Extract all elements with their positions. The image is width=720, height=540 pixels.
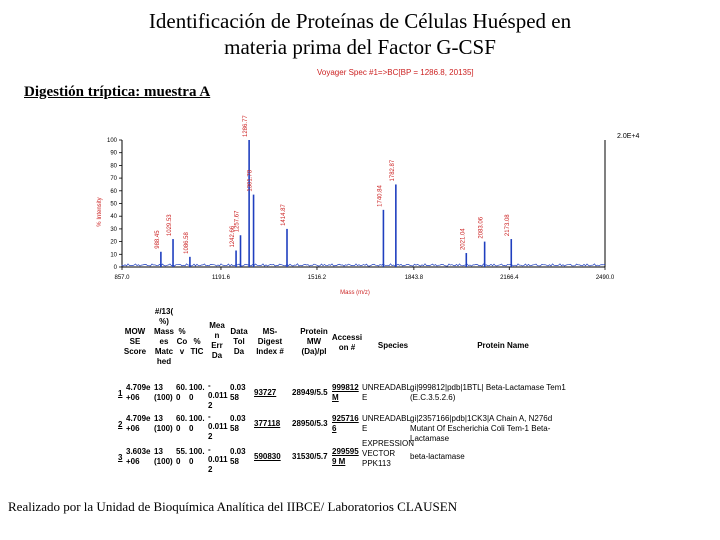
x-axis-label: Mass (m/z) bbox=[340, 290, 370, 296]
slide-title bbox=[0, 8, 720, 60]
header-mowse-score: MOW SE Score bbox=[123, 327, 147, 356]
row-1-protein-mw: 28949/5.5 bbox=[292, 388, 328, 397]
row-1-rank: 1 bbox=[118, 389, 123, 398]
header-pct-tic: % TIC bbox=[190, 337, 204, 356]
peak-label-1029.53: 1029.53 bbox=[167, 214, 174, 237]
y-tick-label-100: 100 bbox=[106, 138, 117, 144]
footer-credit: Realizado por la Unidad de Bioquímica Analítica del IIBCE/ Laboratorios CLAUSEN bbox=[8, 499, 458, 514]
y-tick-label-20: 20 bbox=[110, 239, 117, 246]
peak-label-2083.06: 2083.06 bbox=[478, 216, 485, 239]
peak-label-1242.66: 1242.66 bbox=[230, 225, 237, 248]
slide-title-line-2: materia prima del Factor G-CSF bbox=[224, 35, 496, 59]
peak-label-1414.87: 1414.87 bbox=[281, 204, 288, 226]
row-2-protein-name: gi|2357166|pdb|1CK3|A Chain A, N276d Mutant Of Escherichia Coli Tem-1 Beta- Lactamase bbox=[410, 414, 553, 443]
row-3-matched: 13 (100) bbox=[154, 447, 173, 466]
header-data-tolerance: Data Tol Da bbox=[230, 327, 248, 356]
y-tick-label-80: 80 bbox=[110, 163, 117, 170]
header-protein-name: Protein Name bbox=[477, 341, 529, 350]
row-3-protein-name: beta-lactamase bbox=[410, 452, 465, 461]
y-tick-label-90: 90 bbox=[110, 150, 117, 157]
row-3-digest-index[interactable]: 590830 bbox=[254, 452, 281, 461]
x-tick-label-2490.0: 2490.0 bbox=[595, 275, 615, 281]
peak-label-2173.08: 2173.08 bbox=[505, 214, 512, 237]
y-tick-label-40: 40 bbox=[110, 214, 117, 221]
baseline-noise bbox=[122, 264, 605, 266]
row-3-mowse: 3.603e +06 bbox=[126, 447, 151, 466]
slide-subtitle: Digestión tríptica: muestra A bbox=[24, 84, 211, 100]
row-3-tolerance: 0.03 58 bbox=[230, 447, 246, 466]
header-pct-coverage: % Co v bbox=[176, 327, 188, 356]
row-2-tic: 100. 0 bbox=[189, 414, 205, 433]
right-axis-label: 2.0E+4 bbox=[617, 133, 640, 140]
slide-title-line-1: Identificación de Proteínas de Células Huésped en bbox=[148, 9, 572, 33]
y-tick-label-60: 60 bbox=[110, 188, 117, 195]
header-accession: Accessi on # bbox=[331, 333, 363, 352]
row-3-protein-mw: 31530/5.7 bbox=[292, 452, 328, 461]
row-3-rank: 3 bbox=[118, 453, 123, 462]
header-masses-matched: #/13( %) Mass es Matc hed bbox=[153, 307, 174, 366]
row-2-mowse: 4.709e +06 bbox=[126, 414, 151, 433]
row-1-tic: 100. 0 bbox=[189, 383, 205, 402]
row-2-rank: 2 bbox=[118, 420, 123, 429]
row-3-species: EXPRESSION VECTOR PPK113 bbox=[362, 439, 415, 468]
header-protein-mw: Protein MW (Da)/pI bbox=[300, 327, 328, 356]
row-2-matched: 13 (100) bbox=[154, 414, 173, 433]
peak-label-1257.67: 1257.67 bbox=[234, 210, 241, 233]
y-tick-label-30: 30 bbox=[110, 226, 117, 233]
peak-label-1286.77: 1286.77 bbox=[243, 115, 250, 137]
peak-label-988.45: 988.45 bbox=[154, 230, 161, 249]
row-3-accession[interactable]: 299595 9 M bbox=[332, 447, 359, 466]
row-2-protein-mw: 28950/5.3 bbox=[292, 419, 328, 428]
header-mean-error: Mea n Err Da bbox=[209, 321, 225, 360]
chart-title: Voyager Spec #1=>BC[BP = 1286.8, 20135] bbox=[317, 68, 474, 77]
x-tick-label-1191.6: 1191.6 bbox=[212, 275, 230, 281]
row-2-accession[interactable]: 925716 6 bbox=[332, 414, 359, 433]
y-tick-label-10: 10 bbox=[110, 252, 117, 259]
row-1-coverage: 60. 0 bbox=[176, 383, 188, 402]
header-ms-digest-index: MS- Digest Index # bbox=[256, 327, 284, 356]
peak-label-1301.78: 1301.78 bbox=[247, 169, 254, 192]
peak-label-1086.58: 1086.58 bbox=[183, 232, 190, 254]
row-2-species: UNREADABL E bbox=[362, 414, 411, 433]
peak-label-1740.84: 1740.84 bbox=[377, 185, 384, 207]
y-tick-label-70: 70 bbox=[110, 176, 117, 183]
row-1-mean-error: - 0.011 2 bbox=[208, 381, 228, 410]
row-2-mean-error: - 0.011 2 bbox=[208, 412, 228, 441]
row-1-accession[interactable]: 999812 M bbox=[332, 383, 359, 402]
x-tick-label-1516.2: 1516.2 bbox=[307, 275, 327, 281]
row-1-matched: 13 (100) bbox=[154, 383, 173, 402]
row-1-tolerance: 0.03 58 bbox=[230, 383, 246, 402]
peak-label-2021.04: 2021.04 bbox=[460, 228, 467, 251]
row-1-protein-name: gi|999812|pdb|1BTL| Beta-Lactamase Tem1 (E.C.3.5.2.6) bbox=[410, 383, 566, 402]
row-1-species: UNREADABL E bbox=[362, 383, 411, 402]
mass-spectrum-chart bbox=[85, 62, 640, 300]
row-2-coverage: 60. 0 bbox=[176, 414, 188, 433]
peak-label-1782.87: 1782.87 bbox=[389, 159, 396, 182]
row-1-digest-index[interactable]: 93727 bbox=[254, 388, 277, 397]
row-3-tic: 100. 0 bbox=[189, 447, 205, 466]
row-2-tolerance: 0.03 58 bbox=[230, 414, 246, 433]
row-2-digest-index[interactable]: 377118 bbox=[254, 419, 281, 428]
x-tick-label-2166.4: 2166.4 bbox=[500, 275, 519, 281]
y-axis-label: % Intensity bbox=[97, 197, 103, 227]
row-3-coverage: 55. 0 bbox=[176, 447, 188, 466]
row-3-mean-error: - 0.011 2 bbox=[208, 445, 228, 474]
y-tick-label-0: 0 bbox=[113, 265, 117, 271]
x-tick-label-1843.8: 1843.8 bbox=[404, 275, 424, 281]
header-species: Species bbox=[377, 341, 409, 350]
row-1-mowse: 4.709e +06 bbox=[126, 383, 151, 402]
y-tick-label-50: 50 bbox=[110, 201, 117, 208]
x-tick-label-857.0: 857.0 bbox=[114, 275, 130, 281]
